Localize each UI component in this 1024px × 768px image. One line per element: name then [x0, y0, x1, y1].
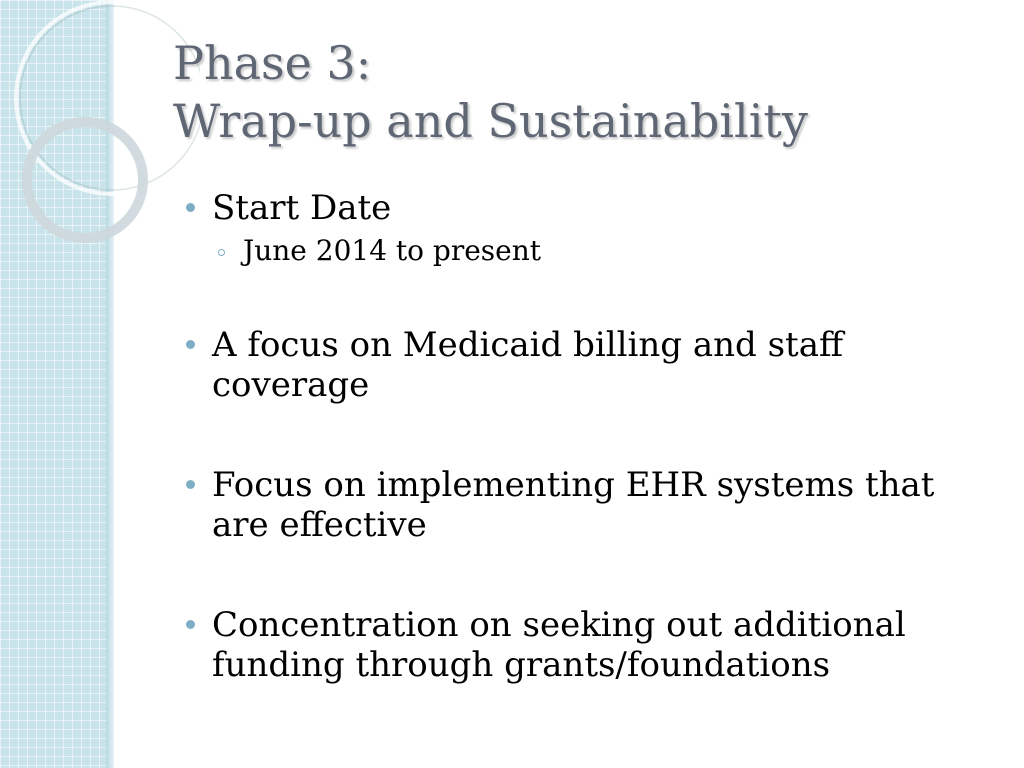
sub-bullet-date-range — [186, 234, 996, 268]
bullet-dot-icon — [186, 620, 195, 629]
sub-bullet-ring-icon — [218, 249, 225, 256]
bullet-text: Focus on implementing EHR systems that are effective — [212, 465, 935, 545]
slide-title — [173, 34, 973, 150]
bullet-funding-concentration — [186, 605, 996, 685]
bullet-list — [186, 188, 996, 685]
bullet-ehr-focus — [186, 465, 996, 545]
sub-bullet-text: June 2014 to present — [243, 234, 542, 267]
bullet-text: A focus on Medicaid billing and staff coverage — [212, 325, 844, 405]
decorative-rings — [0, 0, 200, 260]
bullet-dot-icon — [186, 203, 195, 212]
bullet-medicaid-focus — [186, 325, 996, 405]
bullet-dot-icon — [186, 340, 195, 349]
title-line-1: Phase 3: — [173, 36, 372, 90]
bullet-dot-icon — [186, 480, 195, 489]
bullet-start-date — [186, 188, 996, 228]
bullet-text: Concentration on seeking out additional funding through grants/foundations — [212, 605, 906, 685]
bullet-text: Start Date — [212, 188, 392, 228]
title-line-2: Wrap-up and Sustainability — [173, 94, 808, 148]
